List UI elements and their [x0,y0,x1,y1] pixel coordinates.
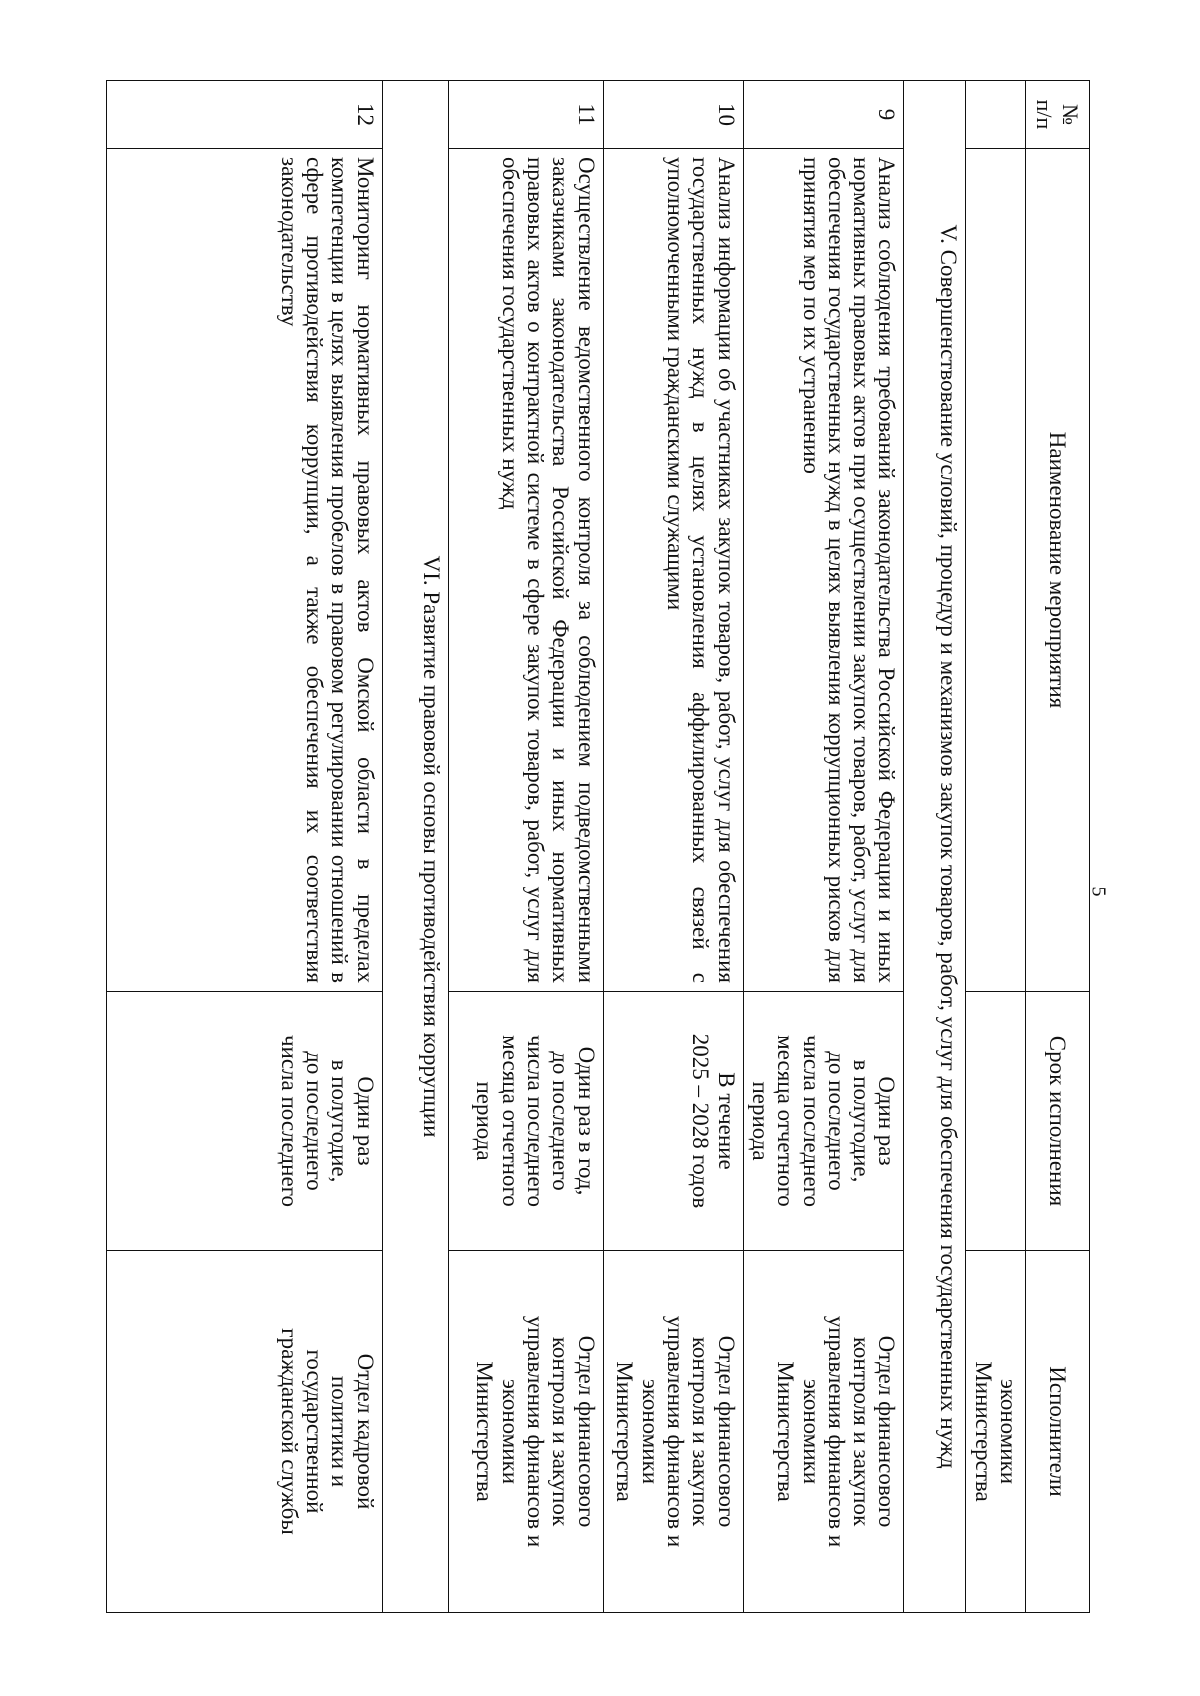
row-executor: Отдел кадровой политики и государственной гражданской службы [107,1251,383,1613]
header-num: № п/п [1026,81,1090,149]
section-title-vi: VI. Развитие правовой основы противодействия коррупции [382,81,448,1613]
rotated-table-wrapper [106,80,1090,1612]
row-num: 10 [603,81,743,149]
section-title-row [382,81,448,1613]
row-num: 12 [107,81,383,149]
row-term: Один раз в год, до последнего числа последнего месяца отчетного периода [448,992,603,1251]
row-num: 11 [448,81,603,149]
header-row [1026,81,1090,1613]
row-executor: Отдел финансового контроля и закупок управления финансов и экономики Министерства [603,1251,743,1613]
row-num: 9 [743,81,904,149]
table-row [743,81,904,1613]
row-name: Осуществление ведомственного контроля за соблюдением подведомственными заказчиками законодательства Российской Федерации и иных нормативных правовых актов о контрактной системе в сфере закупок товаров, работ, услуг для обеспечения государственных нужд [448,149,603,992]
carry-over-row [966,81,1026,1613]
carry-executor: экономики Министерства [966,1251,1026,1613]
carry-name [966,149,1026,992]
section-title-row [904,81,966,1613]
header-term: Срок исполнения [1026,992,1090,1251]
header-executor: Исполнители [1026,1251,1090,1613]
header-name: Наименование мероприятия [1026,149,1090,992]
row-executor: Отдел финансового контроля и закупок управления финансов и экономики Министерства [743,1251,904,1613]
carry-term [966,992,1026,1251]
table-row [107,81,383,1613]
table-row [448,81,603,1613]
row-executor: Отдел финансового контроля и закупок управления финансов и экономики Министерства [448,1251,603,1613]
row-name: Мониторинг нормативных правовых актов Омской области в пределах компетенции в целях выявления пробелов в правовом регулировании отношений в сфере противодействия коррупции, а также обеспечения их соответствия законодательству [107,149,383,992]
row-name: Анализ информации об участниках закупок товаров, работ, услуг для обеспечения государственных нужд в целях установления аффилированных связей с уполномоченными гражданскими служащими [603,149,743,992]
row-term: Один раз в полугодие, до последнего числа последнего месяца отчетного периода [743,992,904,1251]
page-number: 5 [1087,886,1110,897]
row-name: Анализ соблюдения требований законодательства Российской Федерации и иных нормативных правовых актов при осуществлении закупок товаров, работ, услуг для обеспечения государственных нужд в целях выявления коррупционных рисков для принятия мер по их устранению [743,149,904,992]
carry-num [966,81,1026,149]
section-title-v: V. Совершенствование условий, процедур и механизмов закупок товаров, работ, услуг для обеспечения государственных нужд [904,81,966,1613]
table-row [603,81,743,1613]
row-term: Один раз в полугодие, до последнего числа последнего [107,992,383,1251]
measures-table [106,80,1090,1613]
row-term: В течение 2025 – 2028 годов [603,992,743,1251]
